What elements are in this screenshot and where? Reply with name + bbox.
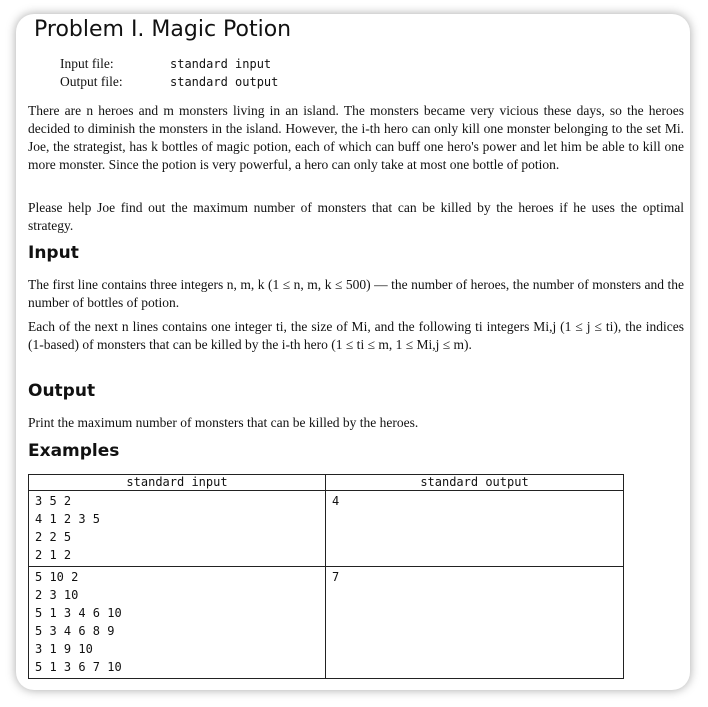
example-1-input: 3 5 2 4 1 2 3 5 2 2 5 2 1 2 <box>29 491 326 567</box>
column-header-output: standard output <box>326 475 624 491</box>
examples-header-row <box>29 475 624 491</box>
problem-title: Problem I. Magic Potion <box>34 17 292 42</box>
input-file-row <box>60 56 271 72</box>
example-1-output: 4 <box>326 491 624 567</box>
example-row <box>29 491 624 567</box>
statement-paragraph-1: There are n heroes and m monsters living in an island. The monsters became very vicious these days, so the heroes decided to diminish the monsters in the island. However, the i-th hero can only kill one monster belonging to the set Mi. Joe, the strategist, has k bottles of magic potion, each of which can buff one hero's power and let him be able to kill one more monster. Since the potion is very powerful, a hero can only take at most one bottle of potion. <box>28 103 684 172</box>
problem-card <box>16 14 690 690</box>
output-file-row <box>60 74 278 90</box>
output-paragraph: Print the maximum number of monsters that can be killed by the heroes. <box>28 415 419 430</box>
input-heading: Input <box>28 243 79 263</box>
example-row <box>29 567 624 679</box>
output-file-value: standard output <box>170 75 279 89</box>
output-file-label: Output file: <box>60 74 123 89</box>
examples-table <box>28 474 624 679</box>
statement-paragraph-2: Please help Joe find out the maximum number of monsters that can be killed by the heroes if he uses the optimal strategy. <box>28 200 684 233</box>
output-heading: Output <box>28 381 96 401</box>
column-header-input: standard input <box>29 475 326 491</box>
input-paragraph-2: Each of the next n lines contains one integer ti, the size of Mi, and the following ti integers Mi,j (1 ≤ j ≤ ti), the indices (1-based) of monsters that can be killed by the i-th hero (1 ≤ ti ≤ m, 1 ≤ Mi,j ≤ m). <box>28 319 684 352</box>
input-file-label: Input file: <box>60 56 114 71</box>
input-paragraph-1: The first line contains three integers n, m, k (1 ≤ n, m, k ≤ 500) — the number of heroes, the number of monsters and the number of bottles of potion. <box>28 277 684 310</box>
example-2-input: 5 10 2 2 3 10 5 1 3 4 6 10 5 3 4 6 8 9 3 1 9 10 5 1 3 6 7 10 <box>29 567 326 679</box>
input-file-value: standard input <box>170 57 272 71</box>
example-2-output: 7 <box>326 567 624 679</box>
examples-heading: Examples <box>28 441 120 461</box>
